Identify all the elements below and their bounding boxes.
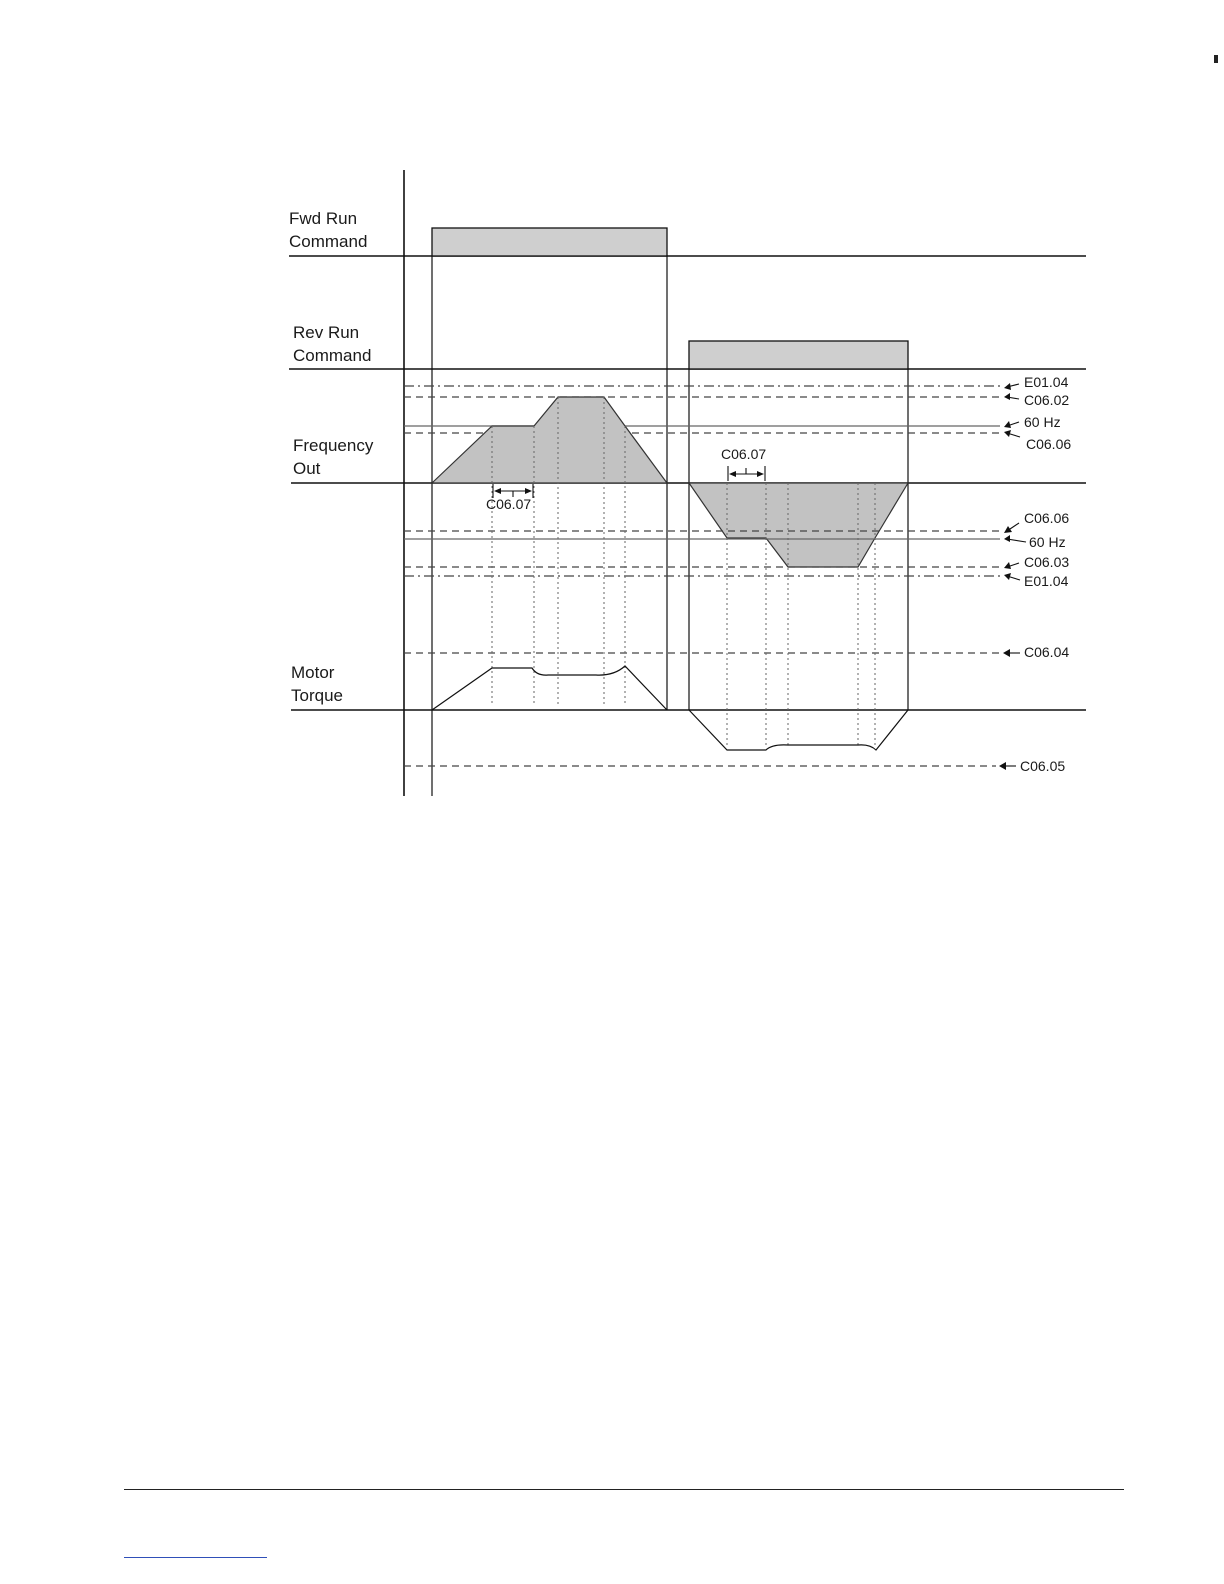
freq-forward-area <box>432 397 667 483</box>
label-freq-out-line1: Frequency <box>293 436 374 455</box>
label-freq-out-line2: Out <box>293 459 321 478</box>
ref-label-e0104-lower: E01.04 <box>1024 573 1069 589</box>
label-rev-run-line1: Rev Run <box>293 323 360 342</box>
rev-run-pulse <box>689 341 908 369</box>
label-rev-run-line2: Command <box>293 346 372 365</box>
fwd-run-pulse <box>432 228 667 256</box>
dwell-label-right: C06.07 <box>721 446 767 462</box>
footer-rule <box>124 1489 1124 1490</box>
ref-label-c0604: C06.04 <box>1024 644 1070 660</box>
ref-label-60hz-upper: 60 Hz <box>1024 414 1061 430</box>
label-fwd-run-line2: Command <box>289 232 368 251</box>
dwell-marker-right <box>728 466 765 481</box>
ref-label-60hz-lower: 60 Hz <box>1029 534 1066 550</box>
label-fwd-run-line1: Fwd Run <box>289 209 358 228</box>
ref-label-c0606-upper: C06.06 <box>1026 436 1072 452</box>
ref-label-c0602: C06.02 <box>1024 392 1070 408</box>
torque-forward-curve <box>432 666 667 710</box>
ref-arrows-upper <box>1004 383 1020 437</box>
ref-label-c0603: C06.03 <box>1024 554 1070 570</box>
dwell-label-left: C06.07 <box>486 496 532 512</box>
page-edge-mark <box>1214 55 1218 63</box>
label-motor-torque-line1: Motor <box>291 663 335 682</box>
label-motor-torque-line2: Torque <box>291 686 343 705</box>
ref-label-c0605: C06.05 <box>1020 758 1066 774</box>
footer-link-underline[interactable] <box>124 1557 267 1558</box>
ref-label-e0104-upper: E01.04 <box>1024 374 1069 390</box>
ref-arrows-lower <box>999 523 1026 770</box>
ref-label-c0606-lower: C06.06 <box>1024 510 1070 526</box>
